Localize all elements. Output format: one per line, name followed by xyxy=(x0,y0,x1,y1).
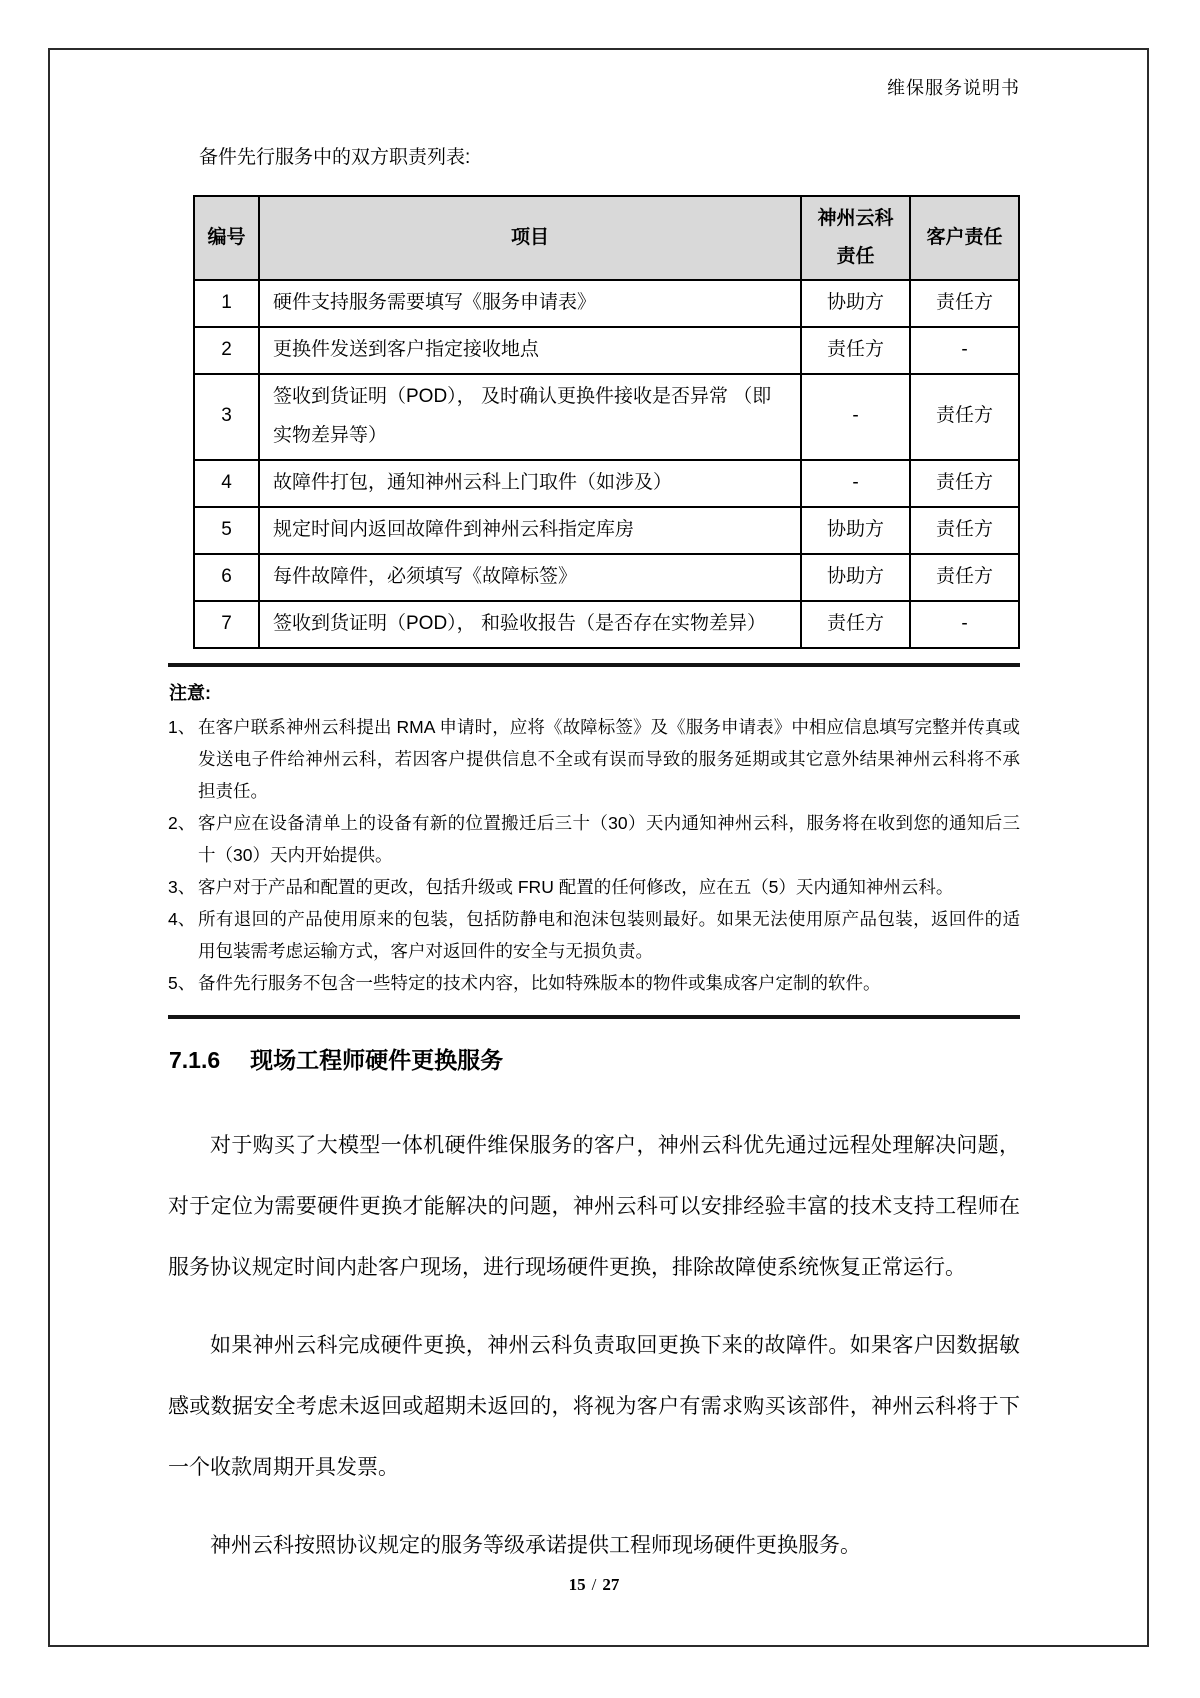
note-text: 备件先行服务不包含一些特定的技术内容，比如特殊版本的物件或集成客户定制的软件。 xyxy=(198,972,881,993)
section-number: 7.1.6 xyxy=(169,1046,221,1073)
page-footer xyxy=(168,1575,1020,1595)
table-header xyxy=(194,196,1019,280)
header-cell-yunke xyxy=(801,196,910,280)
page-number-total: 27 xyxy=(602,1575,620,1594)
cell-customer: 责任方 xyxy=(910,554,1019,601)
cell-item: 更换件发送到客户指定接收地点 xyxy=(259,327,801,374)
cell-yunke: - xyxy=(801,374,910,460)
note-item xyxy=(168,903,1020,967)
note-marker: 5、 xyxy=(168,972,196,993)
cell-number: 4 xyxy=(194,460,259,507)
cell-customer: - xyxy=(910,601,1019,648)
table-row xyxy=(194,374,1019,460)
section-paragraph: 如果神州云科完成硬件更换，神州云科负责取回更换下来的故障件。如果客户因数据敏感或数据安全考虑未返回或超期未返回的，将视为客户有需求购买该部件，神州云科将于下一个收款周期开具发票。 xyxy=(168,1333,1020,1479)
section-title: 现场工程师硬件更换服务 xyxy=(250,1046,504,1073)
cell-yunke: 协助方 xyxy=(801,507,910,554)
note-text: 在客户联系神州云科提出 RMA 申请时，应将《故障标签》及《服务申请表》中相应信息填写完整并传真或发送电子件给神州云科，若因客户提供信息不全或有误而导致的服务延期或其它意外结果神州云科将不承担责任。 xyxy=(198,716,1020,801)
table-row xyxy=(194,554,1019,601)
section-paragraph: 对于购买了大模型一体机硬件维保服务的客户，神州云科优先通过远程处理解决问题，对于定位为需要硬件更换才能解决的问题，神州云科可以安排经验丰富的技术支持工程师在服务协议规定时间内赴客户现场，进行现场硬件更换，排除故障使系统恢复正常运行。 xyxy=(168,1133,1020,1279)
table-row xyxy=(194,460,1019,507)
cell-yunke: - xyxy=(801,460,910,507)
cell-number: 6 xyxy=(194,554,259,601)
cell-item: 每件故障件，必须填写《故障标签》 xyxy=(259,554,801,601)
cell-item: 故障件打包，通知神州云科上门取件（如涉及） xyxy=(259,460,801,507)
cell-item: 签收到货证明（POD）， 和验收报告（是否存在实物差异） xyxy=(259,601,801,648)
note-item xyxy=(168,807,1020,871)
cell-yunke: 责任方 xyxy=(801,601,910,648)
cell-customer: 责任方 xyxy=(910,374,1019,460)
notes-list xyxy=(168,711,1020,999)
note-marker: 2、 xyxy=(168,812,196,833)
cell-item: 签收到货证明（POD）， 及时确认更换件接收是否异常 （即实物差异等） xyxy=(259,374,801,460)
table-row xyxy=(194,507,1019,554)
cell-number: 1 xyxy=(194,280,259,327)
cell-customer: - xyxy=(910,327,1019,374)
cell-number: 3 xyxy=(194,374,259,460)
header-cell-customer: 客户责任 xyxy=(910,196,1019,280)
cell-item: 规定时间内返回故障件到神州云科指定库房 xyxy=(259,507,801,554)
cell-number: 2 xyxy=(194,327,259,374)
cell-customer: 责任方 xyxy=(910,280,1019,327)
cell-item: 硬件支持服务需要填写《服务申请表》 xyxy=(259,280,801,327)
header-cell-number: 编号 xyxy=(194,196,259,280)
table-row xyxy=(194,280,1019,327)
section-heading xyxy=(169,1045,1020,1075)
table-row xyxy=(194,601,1019,648)
page-number-current: 15 xyxy=(568,1575,586,1594)
note-item xyxy=(168,711,1020,807)
section-divider xyxy=(168,1015,1020,1019)
notes-label: 注意: xyxy=(169,682,211,703)
responsibility-table xyxy=(193,195,1020,649)
cell-yunke: 协助方 xyxy=(801,280,910,327)
note-text: 所有退回的产品使用原来的包装，包括防静电和泡沫包装则最好。如果无法使用原产品包装，返回件的适用包装需考虑运输方式，客户对返回件的安全与无损负责。 xyxy=(198,908,1020,961)
table-row xyxy=(194,327,1019,374)
note-item xyxy=(168,967,1020,999)
cell-customer: 责任方 xyxy=(910,507,1019,554)
section-divider xyxy=(168,663,1020,667)
note-item xyxy=(168,871,1020,903)
note-marker: 3、 xyxy=(168,876,196,897)
page-content xyxy=(168,48,1020,1593)
header-yunke-line2: 责任 xyxy=(836,246,875,267)
header-yunke-line1: 神州云科 xyxy=(817,208,894,229)
cell-number: 5 xyxy=(194,507,259,554)
cell-yunke: 责任方 xyxy=(801,327,910,374)
note-marker: 4、 xyxy=(168,908,196,929)
cell-number: 7 xyxy=(194,601,259,648)
cell-customer: 责任方 xyxy=(910,460,1019,507)
table-intro-text: 备件先行服务中的双方职责列表: xyxy=(199,147,471,168)
table-body xyxy=(194,280,1019,648)
page-number-separator: / xyxy=(591,1575,597,1594)
section-paragraphs xyxy=(168,1115,1020,1576)
note-text: 客户应在设备清单上的设备有新的位置搬迁后三十（30）天内通知神州云科，服务将在收到您的通知后三十（30）天内开始提供。 xyxy=(198,812,1020,865)
note-marker: 1、 xyxy=(168,716,196,737)
note-text: 客户对于产品和配置的更改，包括升级或 FRU 配置的任何修改，应在五（5）天内通知神州云科。 xyxy=(198,876,954,897)
header-cell-item: 项目 xyxy=(259,196,801,280)
document-header-title: 维保服务说明书 xyxy=(887,78,1020,98)
cell-yunke: 协助方 xyxy=(801,554,910,601)
section-paragraph: 神州云科按照协议规定的服务等级承诺提供工程师现场硬件更换服务。 xyxy=(210,1533,861,1557)
table-header-row xyxy=(194,196,1019,280)
